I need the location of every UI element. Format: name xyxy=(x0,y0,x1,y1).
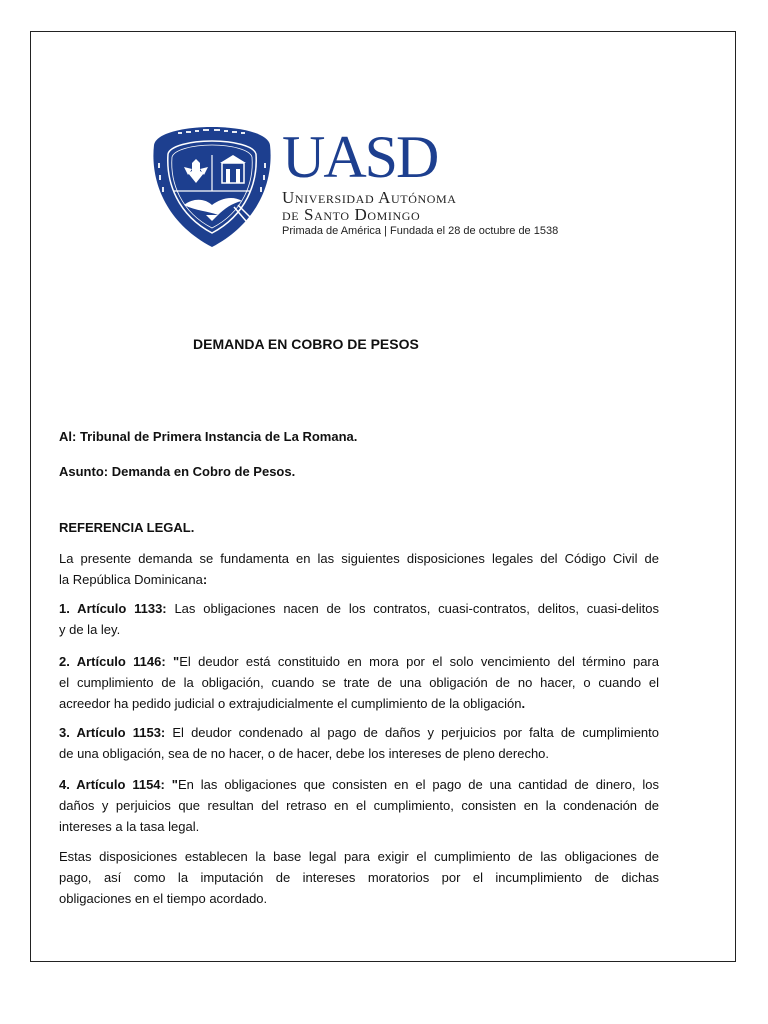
article-1154 xyxy=(59,774,659,837)
university-name-line2: de Santo Domingo xyxy=(282,205,421,224)
intro-text: la República Dominicana xyxy=(59,572,203,587)
closing-paragraph xyxy=(59,846,659,909)
article-1153 xyxy=(59,722,659,764)
article-line xyxy=(59,722,659,743)
article-1133 xyxy=(59,598,659,640)
intro-paragraph xyxy=(59,548,659,590)
article-line: daños y perjuicios que resultan del retraso en el cumplimiento, consisten en la condenación de xyxy=(59,798,659,813)
article-text: El deudor está constituido en mora por el solo vencimiento del término para xyxy=(179,654,659,669)
article-line: de una obligación, sea de no hacer, o de hacer, debe los intereses de pleno derecho. xyxy=(59,746,550,761)
university-wordmark xyxy=(282,124,602,238)
closing-line: obligaciones en el tiempo acordado. xyxy=(59,891,268,906)
addressee-line: Al: Tribunal de Primera Instancia de La Romana. xyxy=(59,429,358,444)
university-name-line1: Universidad Autónoma xyxy=(282,188,457,207)
article-line: el cumplimiento de la obligación, cuando se trate de una obligación de no hacer, o cuando el xyxy=(59,675,659,690)
intro-line xyxy=(59,569,659,590)
article-end-period: . xyxy=(521,696,526,711)
document-title: DEMANDA EN COBRO DE PESOS xyxy=(193,336,419,352)
university-tagline: Primada de América | Fundada el 28 de octubre de 1538 xyxy=(282,225,559,237)
article-text: En las obligaciones que consisten en el pago de una cantidad de dinero, los xyxy=(177,777,659,792)
article-line: intereses a la tasa legal. xyxy=(59,819,200,834)
article-label: 1. Artículo 1133: xyxy=(59,601,167,616)
article-label: 2. Artículo 1146: " xyxy=(59,654,180,669)
university-seal-icon xyxy=(148,123,276,251)
intro-colon: : xyxy=(202,572,208,587)
article-text: Las obligaciones nacen de los contratos, cuasi-contratos, delitos, cuasi-delitos xyxy=(166,601,659,616)
closing-line: Estas disposiciones establecen la base legal para exigir el cumplimiento de las obligaciones de xyxy=(59,849,659,864)
article-text: acreedor ha pedido judicial o extrajudicialmente el cumplimiento de la obligación xyxy=(59,696,522,711)
uasd-logo-text: UASD xyxy=(282,124,438,190)
article-label: 4. Artículo 1154: " xyxy=(59,777,178,792)
intro-line: La presente demanda se fundamenta en las siguientes disposiciones legales del Código Civil de xyxy=(59,551,659,566)
article-line xyxy=(59,598,659,619)
subject-line: Asunto: Demanda en Cobro de Pesos. xyxy=(59,464,296,479)
article-1146 xyxy=(59,651,659,714)
article-line xyxy=(59,651,659,672)
article-text: El deudor condenado al pago de daños y perjuicios por falta de cumplimiento xyxy=(165,725,659,740)
closing-line: pago, así como la imputación de intereses moratorios por el incumplimiento de dichas xyxy=(59,870,659,885)
article-line xyxy=(59,774,659,795)
article-label: 3. Artículo 1153: xyxy=(59,725,166,740)
article-line: y de la ley. xyxy=(59,622,121,637)
article-line xyxy=(59,693,659,714)
section-heading: REFERENCIA LEGAL. xyxy=(59,520,195,535)
